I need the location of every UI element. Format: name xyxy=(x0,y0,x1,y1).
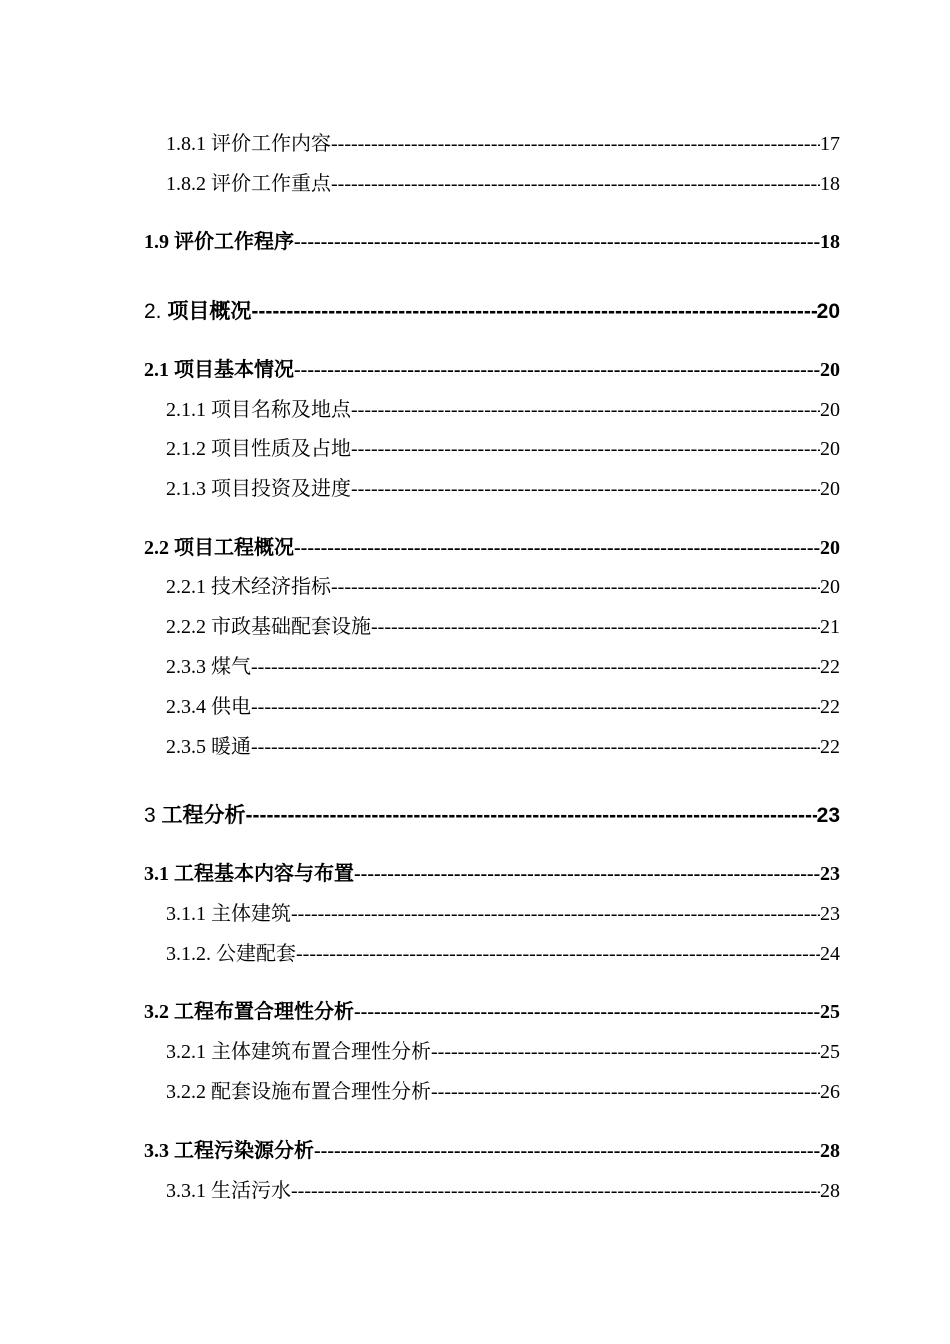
toc-entry[interactable] xyxy=(166,400,840,420)
toc-entry-label xyxy=(166,944,296,964)
toc-entry-page-number: 18 xyxy=(820,173,840,195)
toc-entry-page-number: 21 xyxy=(820,616,840,638)
toc-entry-title: 生活污水 xyxy=(211,1180,291,1202)
toc-entry-page-number: 26 xyxy=(820,1081,840,1103)
toc-entry-number: 2.2 xyxy=(144,537,169,559)
dot-leader xyxy=(351,439,820,459)
toc-entry-page-number: 28 xyxy=(820,1140,840,1162)
toc-entry[interactable] xyxy=(166,944,840,964)
toc-entry-title: 技术经济指标 xyxy=(211,576,331,598)
toc-entry[interactable] xyxy=(144,301,840,322)
toc-entry-page-number: 22 xyxy=(820,656,840,678)
toc-entry-label xyxy=(166,1181,291,1201)
toc-entry-number: 2.1.3 xyxy=(166,478,206,500)
toc-entry[interactable] xyxy=(166,1082,840,1102)
toc-entry-title: 评价工作重点 xyxy=(211,173,331,195)
dot-leader xyxy=(296,944,820,964)
toc-entry-number: 3.1.2. xyxy=(166,943,211,965)
toc-entry-title: 项目概况 xyxy=(167,300,252,323)
toc-entry-title: 评价工作程序 xyxy=(174,231,294,253)
dot-leader xyxy=(291,904,820,924)
toc-entry-title: 项目名称及地点 xyxy=(211,399,351,421)
toc-entry-number: 2.3.5 xyxy=(166,736,206,758)
toc-entry[interactable] xyxy=(166,697,840,717)
toc-entry-page-number: 17 xyxy=(820,133,840,155)
toc-entry-title: 项目工程概况 xyxy=(174,537,294,559)
toc-entry[interactable] xyxy=(166,1042,840,1062)
toc-entry-label xyxy=(144,805,246,826)
toc-entry-label xyxy=(166,737,251,757)
toc-entry-label xyxy=(166,697,251,717)
toc-entry[interactable] xyxy=(166,737,840,757)
toc-entry-number: 3.2.1 xyxy=(166,1041,206,1063)
dot-leader xyxy=(291,1181,820,1201)
toc-entry-label xyxy=(144,360,294,380)
toc-entry-label xyxy=(166,657,251,677)
toc-entry-label xyxy=(166,1082,431,1102)
toc-entry-number: 3.1.1 xyxy=(166,903,206,925)
dot-leader xyxy=(354,1002,820,1022)
toc-entry[interactable] xyxy=(144,864,840,884)
toc-entry-number: 2.2.1 xyxy=(166,576,206,598)
toc-entry[interactable] xyxy=(166,174,840,194)
toc-entry[interactable] xyxy=(166,657,840,677)
dot-leader xyxy=(294,360,820,380)
toc-entry-label xyxy=(144,864,354,884)
toc-entry-title: 市政基础配套设施 xyxy=(211,616,371,638)
toc-entry-page-number: 23 xyxy=(816,804,840,827)
toc-entry[interactable] xyxy=(166,577,840,597)
dot-leader xyxy=(354,864,820,884)
toc-entry-label xyxy=(166,174,331,194)
toc-entry[interactable] xyxy=(144,805,840,826)
toc-entry-title: 主体建筑 xyxy=(211,903,291,925)
toc-entry-number: 3 xyxy=(144,804,156,827)
toc-entry-title: 供电 xyxy=(211,696,251,718)
toc-entry-label xyxy=(166,617,371,637)
dot-leader xyxy=(251,657,820,677)
toc-entry-page-number: 22 xyxy=(820,696,840,718)
toc-entry-page-number: 23 xyxy=(820,903,840,925)
toc-entry-page-number: 20 xyxy=(820,537,840,559)
toc-entry-number: 3.3.1 xyxy=(166,1180,206,1202)
toc-entry-title: 评价工作内容 xyxy=(211,133,331,155)
toc-entry-title: 项目基本情况 xyxy=(174,359,294,381)
toc-entry-title: 煤气 xyxy=(211,656,251,678)
toc-entry-page-number: 25 xyxy=(820,1041,840,1063)
toc-entry-title: 项目投资及进度 xyxy=(211,478,351,500)
dot-leader xyxy=(251,697,820,717)
toc-entry-title: 暖通 xyxy=(211,736,251,758)
toc-entry-title: 公建配套 xyxy=(216,943,296,965)
toc-entry-label xyxy=(166,479,351,499)
dot-leader xyxy=(294,232,820,252)
toc-entry[interactable] xyxy=(144,360,840,380)
toc-entry-label xyxy=(166,400,351,420)
dot-leader xyxy=(251,737,820,757)
toc-entry[interactable] xyxy=(144,232,840,252)
toc-entry-label xyxy=(166,1042,431,1062)
dot-leader xyxy=(431,1042,820,1062)
dot-leader xyxy=(331,174,820,194)
toc-entry-page-number: 22 xyxy=(820,736,840,758)
toc-entry-number: 2.3.4 xyxy=(166,696,206,718)
toc-entry-number: 3.2.2 xyxy=(166,1081,206,1103)
toc-entry-page-number: 20 xyxy=(816,300,840,323)
toc-entry-title: 工程基本内容与布置 xyxy=(174,863,354,885)
toc-entry-page-number: 25 xyxy=(820,1001,840,1023)
toc-entry[interactable] xyxy=(166,1181,840,1201)
toc-entry-title: 工程污染源分析 xyxy=(174,1140,314,1162)
toc-entry-label xyxy=(144,232,294,252)
toc-entry-page-number: 28 xyxy=(820,1180,840,1202)
dot-leader xyxy=(431,1082,820,1102)
dot-leader xyxy=(246,805,817,826)
toc-entry[interactable] xyxy=(144,1141,840,1161)
toc-entry-number: 2.1 xyxy=(144,359,169,381)
toc-entry[interactable] xyxy=(166,479,840,499)
toc-entry-title: 工程分析 xyxy=(161,804,246,827)
dot-leader xyxy=(331,134,820,154)
toc-entry[interactable] xyxy=(166,439,840,459)
dot-leader xyxy=(351,479,820,499)
toc-entry-page-number: 20 xyxy=(820,576,840,598)
toc-entry-label xyxy=(144,538,294,558)
dot-leader xyxy=(314,1141,820,1161)
toc-entry[interactable] xyxy=(144,1002,840,1022)
toc-entry-page-number: 20 xyxy=(820,478,840,500)
toc-entry-label xyxy=(166,577,331,597)
toc-entry-label xyxy=(144,1141,314,1161)
toc-entry[interactable] xyxy=(144,538,840,558)
toc-entry-title: 配套设施布置合理性分析 xyxy=(211,1081,431,1103)
toc-entry-number: 2.1.1 xyxy=(166,399,206,421)
dot-leader xyxy=(351,400,820,420)
toc-entry-number: 2. xyxy=(144,300,162,323)
dot-leader xyxy=(371,617,820,637)
toc-entry-label xyxy=(144,301,251,322)
toc-entry-title: 项目性质及占地 xyxy=(211,438,351,460)
toc-entry-number: 3.1 xyxy=(144,863,169,885)
dot-leader xyxy=(251,301,816,322)
toc-entry-number: 1.8.1 xyxy=(166,133,206,155)
toc-entry-label xyxy=(166,439,351,459)
dot-leader xyxy=(331,577,820,597)
toc-entry-page-number: 23 xyxy=(820,863,840,885)
dot-leader xyxy=(294,538,820,558)
toc-entry-page-number: 20 xyxy=(820,399,840,421)
toc-entry-page-number: 24 xyxy=(820,943,840,965)
toc-entry-title: 主体建筑布置合理性分析 xyxy=(211,1041,431,1063)
toc-entry-number: 3.2 xyxy=(144,1001,169,1023)
toc-entry-number: 3.3 xyxy=(144,1140,169,1162)
toc-entry[interactable] xyxy=(166,904,840,924)
toc-entry[interactable] xyxy=(166,134,840,154)
toc-entry-title: 工程布置合理性分析 xyxy=(174,1001,354,1023)
toc-entry[interactable] xyxy=(166,617,840,637)
toc-entry-number: 2.3.3 xyxy=(166,656,206,678)
toc-entry-page-number: 18 xyxy=(820,231,840,253)
toc-entry-number: 1.9 xyxy=(144,231,169,253)
toc-entry-page-number: 20 xyxy=(820,359,840,381)
toc-entry-number: 1.8.2 xyxy=(166,173,206,195)
toc-entry-number: 2.1.2 xyxy=(166,438,206,460)
toc-entry-label xyxy=(166,904,291,924)
toc-entry-label xyxy=(166,134,331,154)
toc-entry-page-number: 20 xyxy=(820,438,840,460)
toc-entry-number: 2.2.2 xyxy=(166,616,206,638)
toc-entry-label xyxy=(144,1002,354,1022)
